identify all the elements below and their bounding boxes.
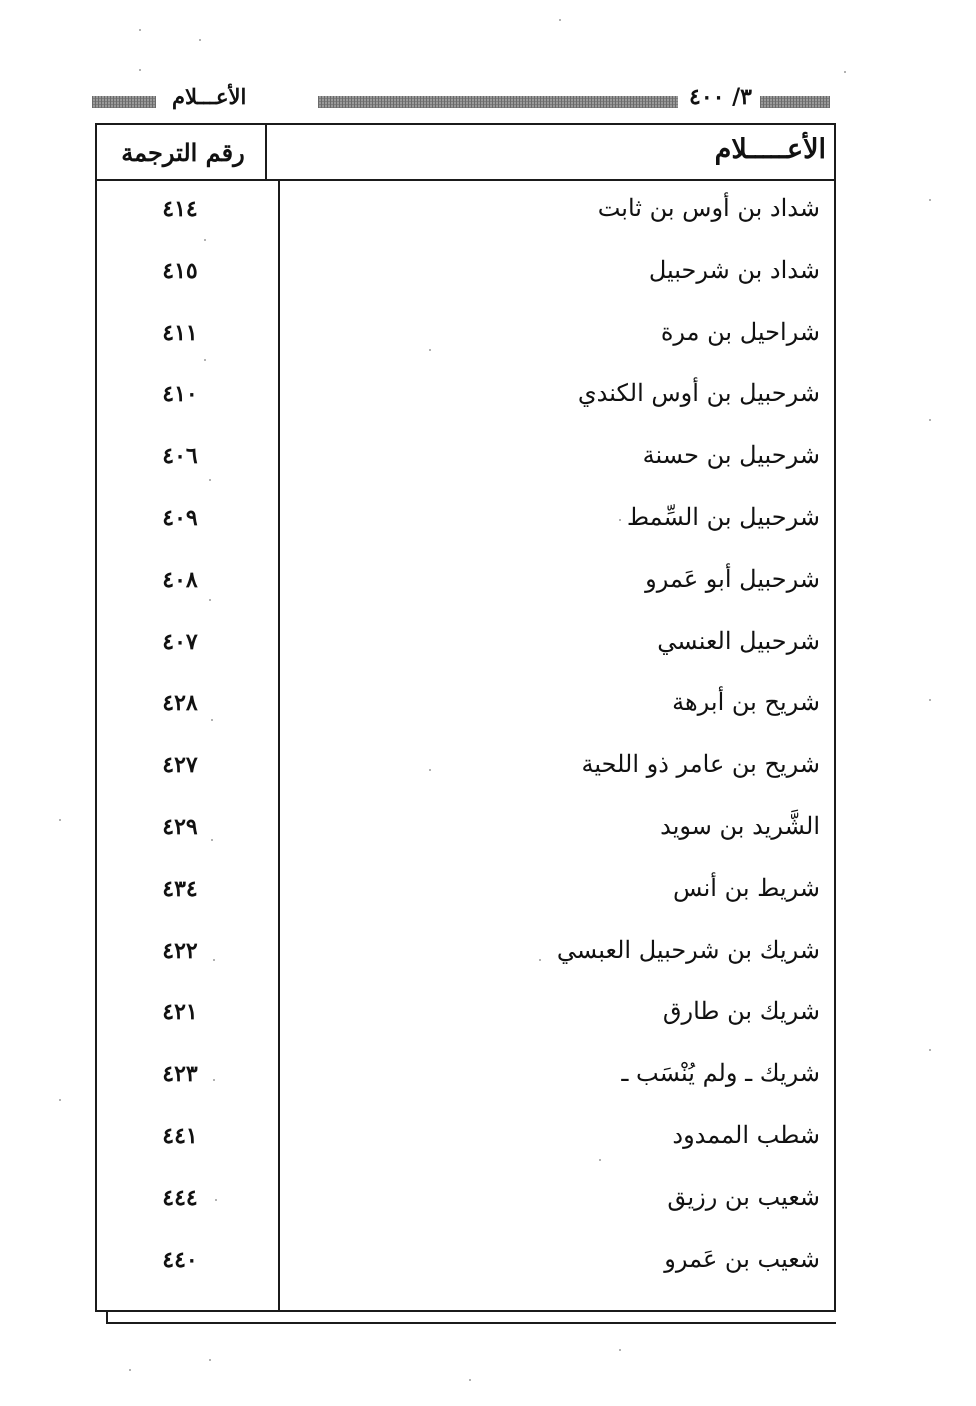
entry-name: شرحبيل بن أوس الكندي — [577, 379, 820, 408]
entry-name: شريط بن أنس — [673, 873, 820, 902]
table-row — [95, 680, 836, 742]
entry-number: ٤٢٩ — [162, 813, 198, 840]
entry-number: ٤١٠ — [162, 381, 198, 408]
table-row — [95, 371, 836, 433]
table-header-rule — [95, 179, 836, 181]
table-row — [95, 742, 836, 804]
entry-name: شريح بن أبرهة — [672, 688, 820, 717]
table-row — [95, 928, 836, 990]
table-row — [95, 989, 836, 1051]
table-row — [95, 1051, 836, 1113]
entry-name: شريك ـ ولم يُنْسَب ـ — [621, 1059, 820, 1088]
entry-number: ٤٤٠ — [162, 1246, 198, 1273]
table-row — [95, 619, 836, 681]
table-row — [95, 495, 836, 557]
entry-number: ٤٤١ — [162, 1122, 198, 1149]
entry-name: شرحبيل أبو عَمرو — [645, 564, 820, 593]
entry-name: شعيب بن رزيق — [667, 1182, 820, 1211]
entry-name: شداد بن شرحبيل — [648, 255, 820, 284]
table-row — [95, 1113, 836, 1175]
entry-number: ٤٠٧ — [162, 628, 198, 655]
table-row — [95, 186, 836, 248]
entry-name: شريك بن شرحبيل العبسي — [556, 935, 820, 964]
entry-number: ٤٢١ — [162, 999, 198, 1026]
page-number: ٣/ ٤٠٠ — [689, 84, 752, 110]
entry-name: شرحبيل بن السِّمط — [626, 502, 820, 531]
running-title: الأعـــلام — [172, 84, 247, 109]
entry-name: شرحبيل بن حسنة — [642, 441, 820, 470]
table-row — [95, 1237, 836, 1299]
entry-name: شطب الممدود — [672, 1120, 820, 1149]
entry-name: شرحبيل العنسي — [657, 626, 820, 655]
table-row — [95, 310, 836, 372]
entry-number: ٤٢٧ — [162, 752, 198, 779]
entry-name: الشَّريد بن سويد — [660, 811, 820, 840]
table-row — [95, 866, 836, 928]
entry-number: ٤٢٢ — [162, 937, 198, 964]
table-row — [95, 557, 836, 619]
table-row — [95, 804, 836, 866]
entry-name: شريح بن عامر ذو اللحية — [581, 750, 820, 779]
entry-number: ٤٠٦ — [162, 443, 198, 470]
entry-name: شداد بن أوس بن ثابت — [597, 194, 820, 222]
table-row — [95, 433, 836, 495]
entry-number: ٤٢٣ — [162, 1061, 198, 1088]
entry-name: شريك بن طارق — [662, 997, 820, 1026]
column-header-names: الأعـــــلام — [714, 134, 826, 165]
entry-number: ٤٠٨ — [162, 566, 198, 593]
table-body — [95, 186, 836, 1298]
entry-number: ٤٣٤ — [162, 875, 198, 902]
table-row — [95, 1175, 836, 1237]
entry-number: ٤١١ — [162, 319, 198, 346]
entry-number: ٤٤٤ — [162, 1184, 198, 1211]
entry-name: شعيب بن عَمرو — [664, 1244, 820, 1273]
table-frame-shadow-bottom — [106, 1322, 836, 1324]
entry-number: ٤٢٨ — [162, 690, 198, 717]
column-header-number: رقم الترجمة — [121, 138, 245, 167]
entry-number: ٤٠٩ — [162, 504, 198, 531]
entry-number: ٤١٤ — [162, 196, 198, 222]
column-divider-header — [265, 123, 267, 181]
entry-number: ٤١٥ — [162, 257, 198, 284]
entry-name: شراحيل بن مرة — [660, 317, 820, 346]
page-header — [90, 84, 830, 114]
table-row — [95, 248, 836, 310]
